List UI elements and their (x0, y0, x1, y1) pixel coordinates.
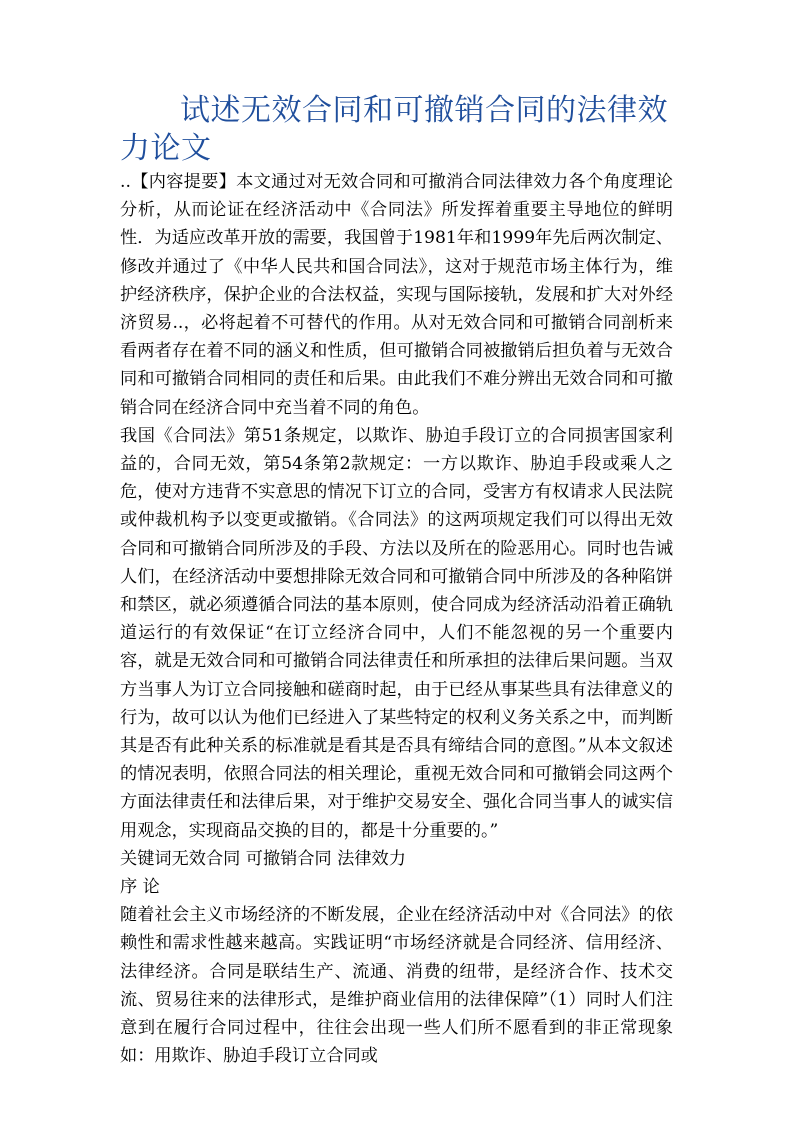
body-paragraph-intro: 随着社会主义市场经济的不断发展，企业在经济活动中对《合同法》的依赖性和需求性越来越高。实践证明“市场经济就是合同经济、信用经济、法律经济。合同是联结生产、流通、消费的纽带，是经济合作、技术交流、贸易往来的法律形式，是维护商业信用的法律保障”（1）同时人们注意到在履行合同过程中，往往会出现一些人们所不愿看到的非正常现象如：用欺诈、胁迫手段订立合同或 (120, 905, 673, 1067)
document-page (120, 92, 673, 1071)
keywords-line: 关键词无效合同 可撤销合同 法律效力 (120, 848, 406, 869)
body-paragraph-law: 我国《合同法》第51条规定，以欺诈、胁迫手段订立的合同损害国家利益的，合同无效，第54条第2款规定：一方以欺诈、胁迫手段或乘人之危，使对方违背不实意思的情况下订立的合同，受害方有权请求人民法院或仲裁机构予以变更或撤销。《合同法》的这两项规定我们可以得出无效合同和可撤销合同所涉及的手段、方法以及所在的险恶用心。同时也告诫人们，在经济活动中要想排除无效合同和可撤销合同中所涉及的各种陷饼和禁区，就必须遵循合同法的基本原则，使合同成为经济活动沿着正确轨道运行的有效保证“在订立经济合同中，人们不能忽视的另一个重要内容，就是无效合同和可撤销合同法律责任和所承担的法律后果问题。当双方当事人为订立合同接触和磋商时起，由于已经从事某些具有法律意义的行为，故可以认为他们已经进入了某些特定的权利义务关系之中，而判断其是否有此种关系的标准就是看其是否具有缔结合同的意图。”从本文叙述的情况表明，依照合同法的相关理论，重视无效合同和可撤销会同这两个方面法律责任和法律后果，对于维护交易安全、强化合同当事人的诚实信用观念，实现商品交换的目的，都是十分重要的。” (120, 425, 673, 841)
document-title: 试述无效合同和可撤销合同的法律效力论文 (120, 93, 668, 166)
abstract-paragraph: ..【内容提要】本文通过对无效合同和可撤消合同法律效力各个角度理论分析，从而论证在经济活动中《合同法》所发挥着重要主导地位的鲜明性．为适应改革开放的需要，我国曾于1981年和1999年先后两次制定、修改并通过了《中华人民共和国合同法》，这对于规范市场主体行为，维护经济秩序，保护企业的合法权益，实现与国际接轨，发展和扩大对外经济贸易..，必将起着不可替代的作用。从对无效合同和可撤销合同剖析来看两者存在着不同的涵义和性质，但可撤销合同被撤销后担负着与无效合同和可撤销合同相同的责任和后果。由此我们不难分辨出无效合同和可撤销合同在经济合同中充当着不同的角色。 (120, 172, 673, 418)
section-heading-intro: 序 论 (120, 877, 160, 898)
